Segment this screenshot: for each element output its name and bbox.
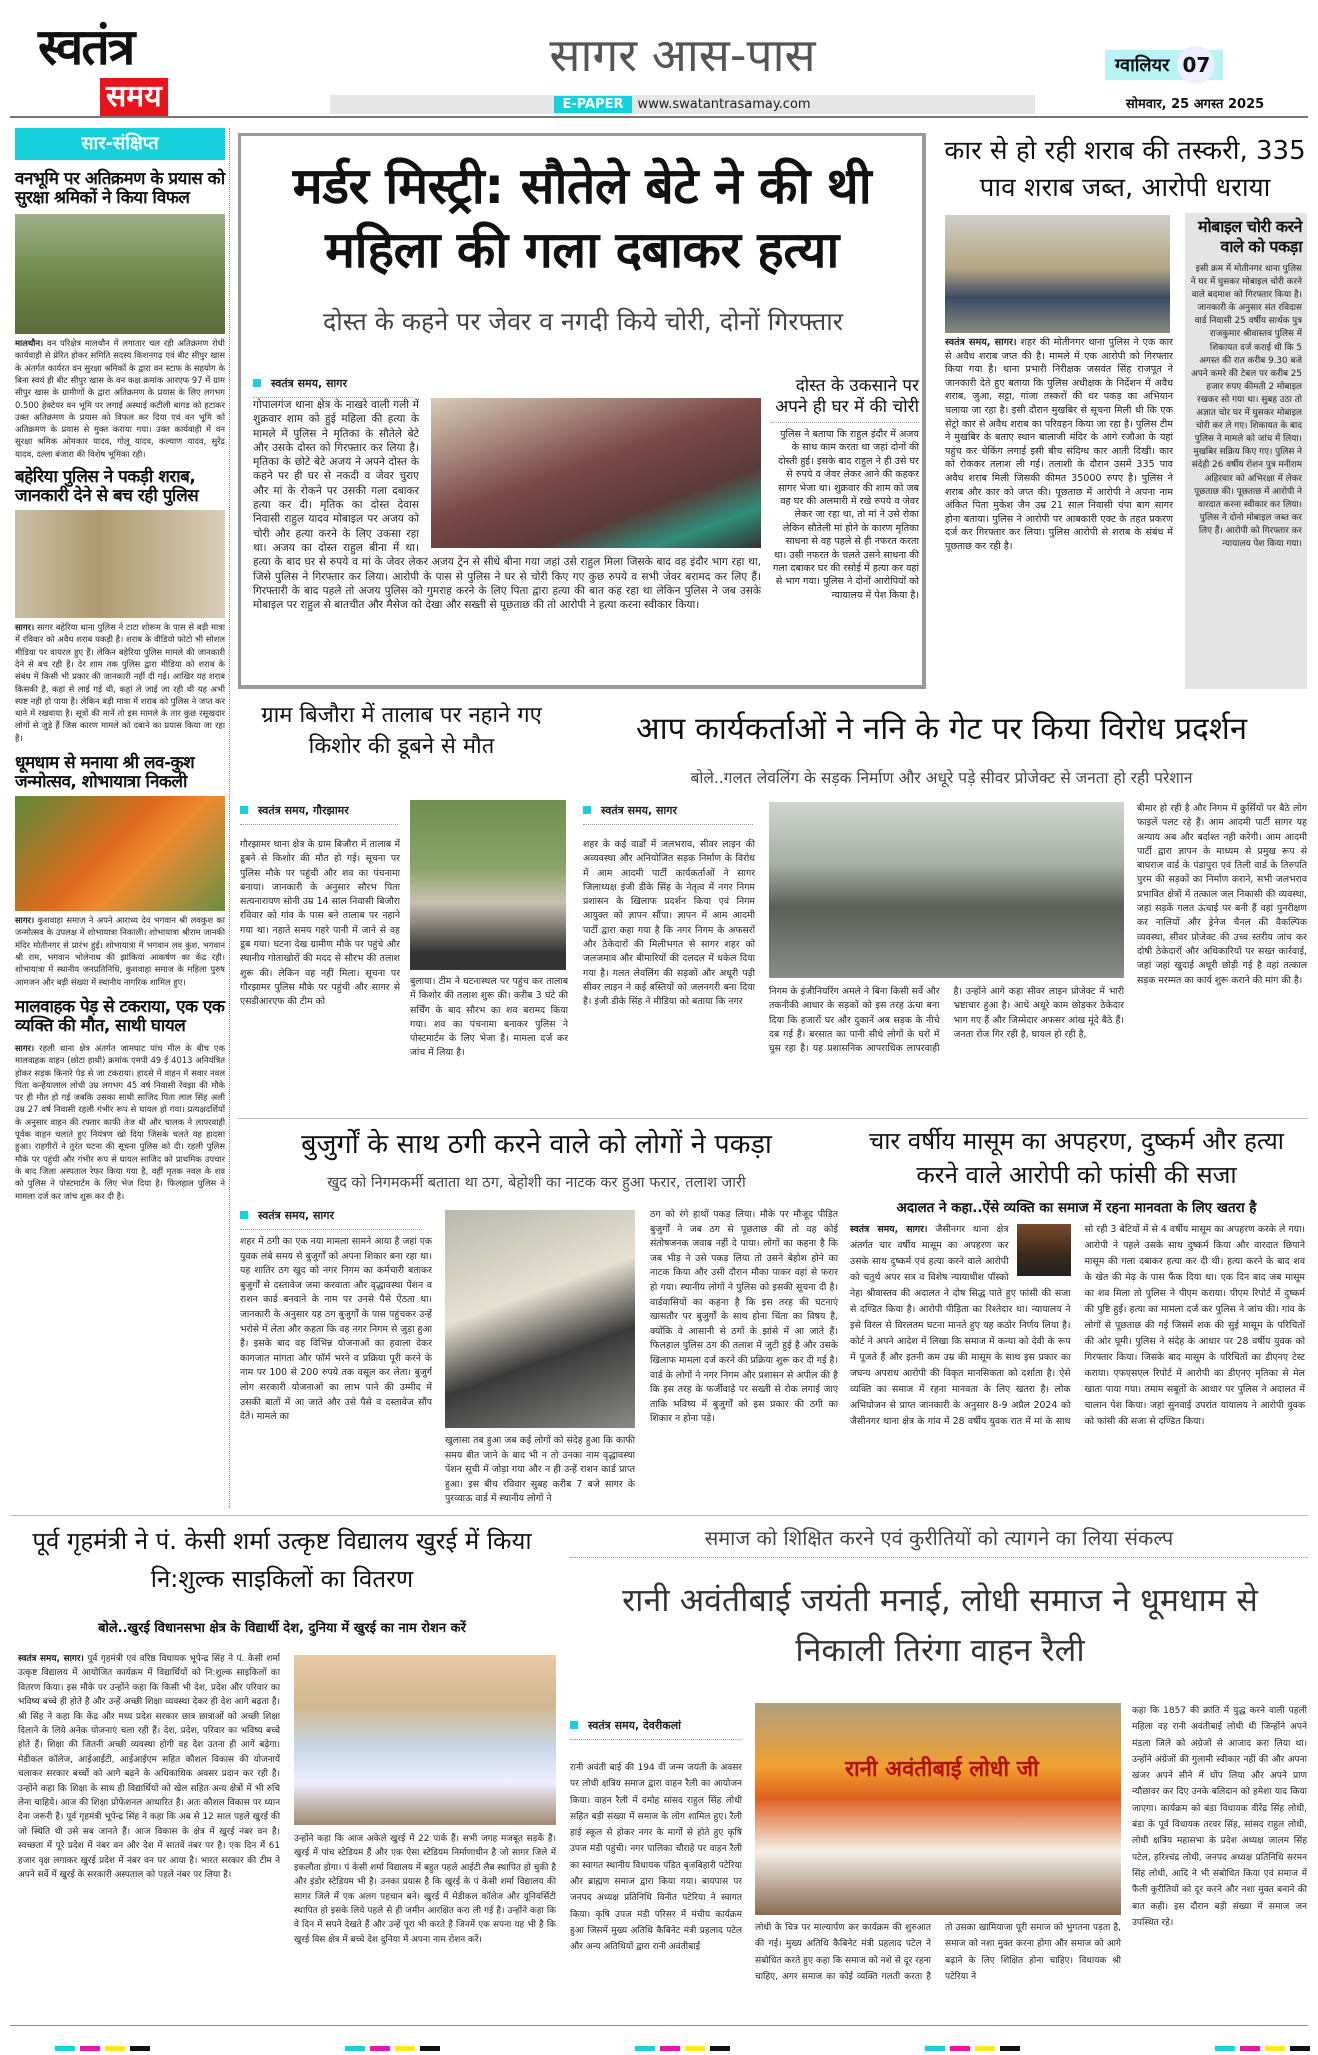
body: शहर की मोतीनगर थाना पुलिस ने एक कार से अवैध शराब जप्त की है। मामले में एक आरोपी को गिरफ्तार किया गया है। थाना प्रभारी निरीक्षक जसवंत सिंह राजपूत ने जानकारी देते हुए बताया कि पुलिस अधीक्षक के निर्देशन में अवैध शराब, जुआ, सट्टा, गांजा तस्करों की धर पकड़ का अभियान चलाया जा रहा है। इसी दौरान मुखबिर से सूचना मिली थी कि एक सेंट्रो कार से अवैध शराब का परिवहन किया जा रहा है। पुलिस टीम ने मुखबिर के बताए स्थान बालाजी मंदिर के आगे रजौआ के यहां पहुंच कर चेकिंग लगाई इसी बीच संदिग्ध कार आती दिखी। कार को रोककर तलाश ली गई। तलाशी के दौरान उसमें 335 पाव अवैध शराब मिली जिसकी कीमत 35000 रुपए है। पुलिस ने शराब और कार को जप्त की। पूछताछ में आरोपी ने अपना नाम अंकित पिता मुकेश जैन उम्र 21 साल निवासी चंपा बाग सागर होना बताया। पुलिस ने आरोपी पर आबकारी एक्ट के तहत प्रकरण दर्ज कर गिरफ्तार कर लिया। पुलिस आरोपी से शराब के संबंध में पूछताछ कर रही है। (945, 337, 1173, 552)
logo-bottom-text: समय (100, 78, 168, 116)
brief-headline-2: बहेरिया पुलिस ने पकड़ी शराब, जानकारी देने से बच रही पुलिस (15, 467, 199, 507)
page-number: 07 (1177, 46, 1215, 84)
edition-badge (1105, 50, 1223, 80)
epaper-label: E-PAPER (554, 96, 631, 113)
rani-headline: रानी अवंतीबाई जयंती मनाई, लोधी समाज ने धूमधाम से निकाली तिरंगा वाहन रैली (622, 1581, 1258, 1669)
lead-side-body: पुलिस ने बताया कि राहुल इंदौर में अजय के साथ काम करता था जहां दोनों की दोस्ती हुई। इसके बाद राहुल ने ही उसे घर से रुपये व जेवर लेकर आने की कहकर सागर भेजा था। शुक्रवार की शाम को जब वह घर की अलमारी में रखे रुपये व जेवर लेकर जा रहा था, तो मां ने उसे रोका लेकिन सौतेली मां होने के कारण मृतिका साधना से वह पहले से ही नफरत करता था। उसी नफरत के चलते उसने साधना की गला दबाकर घर की रसोई में हत्या कर वहां से भाग गया। पुलिस ने दोनों आरोपियों को न्यायालय में पेश किया है। (772, 429, 919, 601)
header-rule (10, 116, 1308, 118)
thug-caught-photo (445, 1210, 635, 1428)
mobile-theft-headline: मोबाइल चोरी करने वाले को पकड़ा (1197, 217, 1302, 256)
rani-kicker: समाज को शिक्षित करने एवं कुरीतियों को त्यागने का लिया संकल्प (570, 1524, 1308, 1558)
brief-news-column (15, 128, 225, 1202)
liquor-headline: कार से हो रही शराब की तस्करी, 335 पाव शराब जब्त, आरोपी धराया (944, 136, 1306, 203)
brief-headline-1: वनभूमि पर अतिक्रमण के प्रयास को सुरक्षा श्रमिकों ने किया विफल (15, 169, 225, 209)
protest-photo (769, 802, 1124, 978)
row-divider (238, 1118, 1308, 1119)
dateline: स्वतंत्र समय, सागर। (850, 1224, 928, 1235)
dateline: सागर। (15, 622, 35, 633)
logo-top-text: स्वतंत्र (38, 18, 134, 76)
thug-body-2: खुलासा तब हुआ जब कई लोगों को संदेह हुआ कि काफी समय बीत जाने के बाद भी न तो उनका नाम वृद्धावस्था पेंशन सूची में जोड़ा गया और न ही उन्हें राशन कार्ड प्राप्त हुआ। इस बीच रविवार सुबह करीब 7 बजे सागर के पुरव्याऊ वार्ड में स्थानीय लोगों ने (445, 1435, 635, 1505)
brief-body-2 (15, 621, 225, 744)
cycle-distribution-photo (294, 1655, 556, 1825)
dateline: स्वतंत्र समय, सागर। (18, 1654, 84, 1664)
lead-story-box (238, 133, 926, 689)
gavel-image (1017, 1224, 1071, 1276)
cycles-body-1 (18, 1652, 280, 2017)
dateline: सागर। (15, 1042, 35, 1053)
thug-subheadline: खुद को निगमकर्मी बताता था ठग, बेहोशी का नाटक कर हुआ फरार, तलाश जारी (327, 1175, 746, 1191)
cycles-headline: पूर्व गृहमंत्री ने पं. केसी शर्मा उत्कृष्ट विद्यालय खुरई में किया नि:शुल्क साइकिलों का वितरण (32, 1527, 532, 1593)
lead-body: गोपालगंज थाना क्षेत्र के नाखरे वाली गली में शुक्रवार शाम को हुई महिला की हत्या के मामले में पुलिस ने मृतिका के सौतेले बेटे और उसके दोस्त को गिरफ्तार कर लिया है। मृतिका के छोटे बेटे अजय ने अपने दोस्त के कहने पर ही घर से नकदी व जेवर चुराए और मां के रोकने पर उसकी गला दबाकर हत्या कर दी। मृतिक का दोस्त देवास निवासी राहुल यादव मोबाइल पर अजय को चोरी और हत्या करने के लिए उकसा रहा था। अजय का दोस्त राहुल बीना में था। हत्या के बाद घर से रुपये व मां के जेवर लेकर अजय ट्रेन से सीधे बीना गया जहां उसे राहुल मिला जिसके बाद वह इंदौर भाग रहा था, जिसे पुलिस ने गिरफ्तार कर लिया। आरोपी के पास से पुलिस ने घर से चोरी किए गए कुछ रुपये व सभी जेवर बरामद कर लिए हैं। गिरफ्तारी के बाद पहले तो अजय पुलिस को गुमराह करने के लिए पिता द्वारा हत्या की बात कह रहा था लेकिन पुलिस ने जब उसके मोबाइल पर राहुल से बातचीत और मैसेज को देखा और सख्ती से पूछताछ की तो आरोपी ने हत्या करना स्वीकार किया। (253, 399, 761, 612)
dateline: सागर। (15, 915, 35, 926)
liquor-body (945, 336, 1173, 686)
brief-section-label: सार-संक्षिप्त (15, 128, 225, 160)
rani-event-photo (755, 1703, 1121, 1915)
body: रहली थाना क्षेत्र अंतर्गत जामघाट पांच मील के बीच एक मालवाहक वाहन (छोटा हाथी) क्रमांक एमपी 49 ई 4013 अनियंत्रित होकर सड़क किनारे पेड़ से जा टकराया। हादसे में वाहन में सवार नवल पिता कन्हैयालाल लोधी उम्र लगभग 45 वर्ष निवासी रेंवझा की मौके पर ही मौत हो गई जबकि उसका साथी साजिद पिता लाल सिंह अली उम्र 27 वर्ष निवासी रहली गंभीर रूप से घायल हो गया। प्रत्यक्षदर्शियों के अनुसार वाहन की रफ्तार काफी तेज थी और चालक ने लापरवाही पूर्वक वाहन चलाते हुए नियंत्रण खो दिया जिसके चलते यह हादसा हुआ। राहगीरों ने तुरंत घटना की सूचना पुलिस को दी। रहली पुलिस मौके पर पहुंची और गंभीर रूप से घायल साजिद को प्राथमिक उपचार के बाद जिला अस्पताल रेफर किया गया है, वहीं मृतक नवल के शव को पुलिस ने पोस्टमार्टम के लिए भेज दिया है। फिलहाल पुलिस ने मामला दर्ज कर जांच शुरू कर दी है। (15, 1042, 225, 1201)
brief-body-1 (15, 337, 225, 460)
edition-name: ग्वालियर (1115, 55, 1170, 76)
row-divider (10, 1515, 1308, 1516)
crime-scene-photo (431, 398, 761, 548)
drowning-body-2: बुलाया। टीम ने घटनास्थल पर पहुंच कर तालाब में किशोर की तलाश शुरू की। करीब 3 घंटे की सर्चिंग के बाद सौरभ का शव बरामद किया गया। शव का पंचनामा बनाकर पुलिस ने पोस्टमार्टम के लिए भेजा है। मामला दर्ज कर जांच में लिया है। (410, 976, 568, 1059)
aap-headline: आप कार्यकर्ताओं ने ननि के गेट पर किया विरोध प्रदर्शन (635, 711, 1248, 747)
cycles-subheadline: बोले..खुरई विधानसभा क्षेत्र के विद्यार्थी देश, दुनिया में खुरई का नाम रोशन करें (98, 1621, 466, 1636)
brief-body-4 (15, 1042, 225, 1202)
rani-byline: स्वतंत्र समय, देवरीकलां (570, 1718, 740, 1740)
thug-headline: बुजुर्गों के साथ ठगी करने वाले को लोगों ने पकड़ा (301, 1129, 772, 1160)
rani-body-3: कहा कि 1857 की क्रांति में युद्ध करने वाली पहली महिला वह रानी अवंतीबाई लोधी थी जिन्होंने अपने मंडला जिले को अंग्रेजों से आजाद करा लिया था। उन्होंने अंग्रेजों की गुलामी स्वीकार नहीं की और अपना खंजर अपने सीने में घोंप लिया और अपने प्राण न्यौछावर कर दिए उनके बलिदान को हमेशा याद किया जाएगा। कार्यक्रम को बंडा विधायक वीरेंद्र सिंह लोधी, बंडा के पूर्व विधायक तरवर सिंह, सांसद राहुल लोधी, लोधी क्षत्रिय महासभा के प्रदेश अध्यक्ष जालम सिंह पटेल, हरिश्चंद्र लोधी, जनपद अध्यक्ष प्रतिनिधि सरमन सिंह लोधी, आदि ने भी संबोधित किया एवं समाज में फैली कुरीतियों को दूर करने और नशा मुक्त बनाने की बात कही। इस दौरान बड़ी संख्या में समाज जन उपस्थित रहे। (1132, 1706, 1307, 1928)
column-divider (229, 128, 230, 1508)
aap-body-2: निगम के इंजीनियरिंग अमले ने बिना किसी सर्वे और तकनीकी आधार के सड़कों को इस तरह ऊंचा बना दिया कि हजारों घर और दुकानें अब सड़क के नीचे दब गई हैं। बरसात का पानी सीधे लोगों के घरों में घुस रहा है। यह प्रशासनिक आपराधिक लापरवाही है। उन्होंने आगे कहा सीवर लाइन प्रोजेक्ट में भारी भ्रष्टाचार हुआ है। आधे अधूरे काम छोड़कर ठेकेदार भाग गए हैं और जिम्मेदार अफसर आंख मूंदे बैठे हैं। जनता रोज गिर रही है, घायल हो रही है, (769, 986, 1124, 1055)
epaper-bar (330, 95, 1035, 114)
thug-body-3: ठग को रंगे हाथों पकड़ लिया। मौके पर मौजूद पीड़ित बुजुर्गों ने जब ठग से पूछताछ की तो वह कोई संतोषजनक जवाब नहीं दे पाया। लोगों का कहना है कि जब भीड़ ने उसे पकड़ लिया तो उसने बेहोश होने का नाटक किया और उसी दौरान मौका पाकर वहां से फरार हो गया। स्थानीय लोगों ने पुलिस को इसकी सूचना दी है। वार्डवासियों का कहना है कि इस तरह की घटनाएं खासतौर पर बुजुर्गों के साथ होना चिंता का विषय है, क्योंकि वे आसानी से ठगों के झांसे में आ जाते हैं। फिलहाल पुलिस ठग की तलाश में जुटी हुई है और उसके खिलाफ मामला दर्ज करने की प्रक्रिया शुरू कर दी गई है। वार्ड के लोगों ने नगर निगम और प्रशासन से अपील की है कि इस तरह के फर्जीवाड़े पर सख्ती से रोक लगाई जाए ताकि भविष्य में बुजुर्गों को इस प्रकार की ठगी का शिकार न होना पड़े। (650, 1209, 838, 1425)
verdict-headline: चार वर्षीय मासूम का अपहरण, दुष्कर्म और हत्या करने वाले आरोपी को फांसी की सजा (868, 1127, 1285, 1189)
thug-byline: स्वतंत्र समय, सागर (240, 1208, 422, 1230)
body: वन परिक्षेत्र मालथौन में लगातार चल रही अतिक्रमण रोधी कार्यवाही से प्रेरित होकर समिति सदस्य किशनगढ़ एवं बीट सीपुर खास के अंतर्गत कार्यरत वन सुरक्षा श्रमिकों के द्वारा वन स्टाफ के सहयोग के बिना स्वयं ही बीट सीपुर खास के वन कक्ष क्रमांक आरएफ 97 में ग्राम सीपुर खास के ग्रामीणों के द्वारा अतिक्रमण के प्रयास के लिए लगभग 0.500 हेक्टेयर वन भूमि पर लगाई अस्थाई कटीली बागड को हटाकर उक्त अतिक्रमण के प्रयास को विफल कर दिया एवं वन भूमि को अतिक्रमण के प्रयास से मुक्त कराया गया। उक्त कार्यवाही में वन सुरक्षा श्रमिक ओमकार यादव, गोलू यादव, कल्याण यादव, सुरेंद्र यादव, दल्ला बंजारा की विशेष भूमिका रही। (15, 338, 225, 459)
aap-body-1: शहर के कई वार्डों में जलभराव, सीवर लाइन की अव्यवस्था और अनियोजित सड़क निर्माण के विरोध में आम आदमी पार्टी कार्यकर्ताओं ने सागर जिलाध्यक्ष इंजी डीके सिंह के नेतृत्व में नगर निगम प्रशासन के खिलाफ प्रदर्शन किया एवं निगम आयुक्त को ज्ञापन सौंपा। ज्ञापन में आम आदमी पार्टी द्वारा कहा गया है कि नगर निगम के अफसरों और ठेकेदारों की मिलीभगत से सागर शहर को जलजमाव और बीमारियों की दलदल में धकेल दिया गया है। गलत लेवलिंग की सड़कों और अधूरी पड़ी सीवर लाइन ने कई बस्तियों को जलनगरी बना दिया है। इंजी डीके सिंह ने मीडिया को बताया कि नगर (583, 839, 755, 1008)
body: जैसीनगर थाना क्षेत्र अंतर्गत चार वर्षीय मासूम का अपहरण कर उसके साथ दुष्कर्म एवं हत्या करने वाले आरोपी को चतुर्थ अपर सत्र व विशेष न्यायाधीश पॉस्को नेहा श्रीवास्तव की अदालत ने दोष सिद्ध पाते हुए फांसी की सजा से दण्डित किया है। आरोपी पीड़िता का रिश्तेदार था। न्यायालय ने इसे विरल से विरलतम घटना मानते हुए यह कठोर निर्णय लिया है। कोर्ट ने अपने आदेश में लिखा कि समाज में कन्या को देवी के रूप में पूजते हैं और इतनी कम उम्र की मासूम के साथ इस प्रकार का जघन्य अपराध आरोपी की विकृत मानसिकता को दर्शाता है। ऐसे व्यक्ति का समाज में रहना मानवता के लिए खतरा है। लोक अभियोजन से प्राप्त जानकारी के अनुसार 8-9 अप्रैल 2024 को जैसीनगर थाना क्षेत्र के गांव में 28 वर्षीय युवक रात में मां के साथ सो रही 3 बेटियों में से 4 वर्षीय मासूम का अपहरण करके ले गया। आरोपी ने पहले उसके साथ दुष्कर्म किया और वारदात छिपाने मासूम की गला दबाकर हत्या कर दी थी। हत्या करने के बाद शव के खेत की मेढ़ के पास फैंक दिया था। एक दिन बाद जब मासूम का शव मिला तो पुलिस ने पीएम कराया। पीएम रिपोर्ट में दुष्कर्म की पुष्टि हुई। हत्या का मामला दर्ज कर पुलिस ने जांच की। गांव के लोगों से पूछताछ की गई जिसमें शक की सुई मासूम के परिचितों की ओर घूमी। पुलिस ने संदेह के आधार पर 28 वर्षीय युवक को गिरफ्तार किया। जिसके बाद मासूम के परिचितों का डीएनए टेस्ट कराया। एफएसएल रिपोर्ट में आरोपी का डीएनए मृतिका से मेल खाता पाया गया। तमाम सबूतों के आधार पर पुलिस ने अदालत में चालान पेश किया। जहां सुनवाई उपरांत यायालय ने आरोपी युवक को फांसी की सजा से दण्डित किया। (850, 1224, 1305, 1427)
forest-workers-photo (15, 214, 225, 334)
color-registration-marks (55, 2036, 1315, 2055)
police-team-photo (945, 215, 1170, 333)
footer-rule (10, 2025, 1308, 2026)
drowning-headline: ग्राम बिजौरा में तालाब पर नहाने गए किशोर की डूबने से मौत (261, 703, 542, 759)
cycles-body-2: उन्होंने कहा कि आज अकेले खुरई में 22 पार्क हैं। सभी जगह मजबूत सड़कें हैं। खुरई में पांच स्टेडियम हैं और एक ऐसा स्टेडियम निर्माणाधीन है जो सागर जिले में इकलौता होगा। पं केसी शर्मा विद्यालय में बहुत पहले आईटी लैब स्थापित हो चुकी है और इंडोर स्टेडियम भी है। उनका प्रयास है कि खुरई के पं केसी शर्मा विद्यालय की सागर जिले में एक अलग पहचान बने। खुरई में मेडीकल कॉलेज और यूनिवर्सिटी स्थापित हो इसके लिये पहले से ही जमीन आरक्षित करा ली गई है। उन्होंने कहा कि वे दिन में सपने देखते हैं और उन्हें पूरा भी करते है जिनमें एक सपना यह भी है कि खुरई विस क्षेत्र में बच्चे देश दुनिया में अपना नाम रोशन करें। (294, 1834, 556, 1945)
dateline: स्वतंत्र समय, सागर। (945, 337, 1017, 348)
dateline: मालथौन। (15, 338, 44, 349)
mobile-theft-sidebar (1185, 213, 1307, 689)
brief-body-3 (15, 914, 225, 988)
mobile-theft-body: इसी क्रम में मोतीनगर थाना पुलिस ने घर में घुसकर मोबाइल चोरी करने वाले बदमाश को गिरफ्तार किया है। जानकारी के अनुसार संत रविदास वार्ड निवासी 25 वर्षीय सार्थक पुत्र राजकुमार श्रीवास्तव पुलिस में शिकायत दर्ज कराई थी कि 5 अगस्त की रात करीब 9.30 बजे अपने कमरे की टेबल पर करीब 25 हजार रुपए कीमती 2 मोबाइल रखकर सो गया था। सुबह उठा तो अज्ञात चोर घर में घुसकर मोबाइल चोरी कर ले गए। शिकायत के बाद पुलिस ने मामले को जांच में लिया। मुखबिर सक्रिय किए गए। पुलिस ने संदेही 26 वर्षीय रोशन पुत्र मनीराम अहिरवार को अभिरक्षा में लेकर पूछताछ की। पूछताछ में आरोपी ने वारदात करना स्वीकार कर लिया। पुलिस ने दोनो मोबाइल जब्त कर लिए हैं। आरोपी को गिरफ्तार कर न्यायालय पेश किया गया। (1190, 264, 1302, 549)
lead-subheadline: दोस्त के कहने पर जेवर व नगदी किये चोरी, दोनों गिरफ्तार (323, 307, 843, 336)
body: पूर्व गृहमंत्री एवं वरिष्ठ विधायक भूपेन्द्र सिंह ने पं. केसी शर्मा उत्कृष्ट विद्यालय में आयोजित कार्यक्रम में विद्यार्थियों को नि:शुल्क साइकिलों का वितरण किया। इस मौके पर उन्होंने कहा कि किसी भी देश, प्रदेश और परिवार का भविष्य बच्चे ही होते है और उन्हें अच्छी शिक्षा व्यवस्था देकर ही देश आगे बढ़ता है। श्री सिंह ने कहा कि केंद्र और मध्य प्रदेश सरकार छात्र छात्राओं को अच्छी शिक्षा दिलाने के लिये अनेक योजनाएं चला रही हैं। देश, प्रदेश, परिवार का भविष्य बच्चे होते हैं। शिक्षा की जितनी अच्छी व्यवस्था होगी वह देश उतना ही आगें बढ़ेगा। मेडीकल कॉलेज, आईआईटी, आईआईएम सहित कौशल विकास की योजनायें चलाकर सरकार बच्चों को आगे बढ़ने के अधिकाधिक अवसर प्रदान कर रही है। उन्होंने कहा कि शिक्षा के साथ ही विद्यार्थियों को खेल सहित अन्य क्षेत्रों में भी रुचि लेना चाहिये। आज की शिक्षा प्रोफेशनल आधारित है। अतः कौशल विकास पर ध्यान देना जरूरी है। पूर्व गृहमंत्री भूपेन्द्र सिंह ने कहा कि अब से 12 साल पहले खुरई की जो स्थिति थी उसे सब जानते हैं। आज विकास के क्षेत्र में खुरई नंबर वन है। स्वच्छता में पूरे प्रदेश में नंबर वन और देश में सातवें नंबर पर है। एक दिन में 61 हजार वृक्ष लगाकर खुरई प्रदेश में नंबर वन पर आया है। भारत सरकार की टीम ने अपने सर्वे में खुरई के सरकारी अस्पताल को पहले नंबर पर लिया है। (18, 1654, 280, 1881)
aap-body-3: बीमार हो रही है और निगम में कुर्सियों पर बैठे लोग फाइलें पलट रहे हैं। आम आदमी पार्टी सागर यह अन्याय अब और बर्दाश्त नही करेगी। आम आदमी पार्टी द्वारा ज्ञापन के माध्यम से प्रमुख रूप से बाघराज वार्ड के पंडापुरा एवं तिली वार्ड के तिरुपति पुरम की सड़कों का निर्माण कराने, सभी जलभराव प्रभावित क्षेत्रों में तत्काल जल निकासी की व्यवस्था, जहां सड़कें गलत ऊंचाई पर बनी हैं वहां पुनरीक्षण कर नालियों और ड्रेनेज चैनल की वैकल्पिक व्यवस्था, सीवर प्रोजेक्ट की उच्च स्तरीय जांच कर दोषी ठेकेदारों और अधिकारियों पर सख्त कार्रवाई, जहां जहां खुदाई अधूरी छोड़ी गई है वहां तत्काल सड़क मरम्मत का कार्य शुरू कराने की मांग की है। (1137, 803, 1307, 986)
masthead-logo (38, 18, 178, 118)
aap-subheadline: बोले..गलत लेवलिंग के सड़क निर्माण और अधूरे पड़े सीवर प्रोजेक्ट से जनता हो रही परेशान (690, 769, 1193, 787)
lead-headline: मर्डर मिस्ट्री: सौतेले बेटे ने की थी महिला की गला दबाकर हत्या (292, 157, 872, 279)
liquor-seizure-photo (15, 510, 225, 618)
banner-text: रानी अवंतीबाई लोधी जी (845, 1757, 1039, 1782)
rani-body-2: लोधी के चित्र पर माल्यार्पण कर कार्यक्रम की शुरुआत की गई। मुख्य अतिथि कैबिनेट मंत्री प्रहलाद पटेल ने संबोधित करते हुए कहा कि समाज को नशे से दूर रहना चाहिए, अगर समाज का कोई व्यक्ति गलती करता है तो उसका खामियाजा पूरी समाज को भुगतना पड़ता है, समाज को नशा मुक्त करना होगा और समाज को आगे बढ़ाने के लिए शिक्षित होना चाहिए। विधायक श्री पटेरिया ने (755, 1923, 1121, 1982)
body: कुशवाहा समाज ने अपने आराध्य देव भगवान श्री लवकुश का जन्मोत्सव के उपलक्ष में शोभायात्रा निकाली। शोभायात्रा श्रीराम जानकी मंदिर मोतीनगर से प्रारंभ हुई। शोभायात्रा में भगवान लव कुश, भगवान श्री राम, भगवान भोलेनाथ की झांकियां आकर्षण का केंद्र रही। शोभायात्रा में स्थानीय जनप्रतिनिधि, कुशवाहा समाज के महिला पुरुष आमजन और बड़ी संख्या में स्थानीय नागरिक शामिल हुए। (15, 915, 225, 987)
lead-byline: स्वतंत्र समय, सागर (253, 376, 413, 398)
drowning-byline: स्वतंत्र समय, गौरझामर (240, 803, 398, 825)
drowning-body-1: गौरझामर थाना क्षेत्र के ग्राम बिजौरा में तालाब में डूबने से किशोर की मौत हो गई। सूचना पर पुलिस मौके पर पहुंची और शव का पंचनामा बनाया। जानकारी के अनुसार सौरभ पिता सत्यनारायण सोनी उम्र 14 साल निवासी बिजौरा रविवार को गांव के पास बने तालाब पर नहाने गया था। नहाते समय गहरे पानी में जाने से वह डूब गया। घटना देख ग्रामीण मौके पर पहुंचे और स्थानीय गोताखोरों की मदद से सौरभ की तलाश शुरू की। लेकिन वह नहीं मिला। सूचना पर गौरझामर पुलिस मौके पर पहुंची और सागर से एसडीआरएफ की टीम को (240, 839, 400, 1008)
verdict-body (850, 1222, 1305, 1512)
brief-headline-3: धूमधाम से मनाया श्री लव-कुश जन्मोत्सव, शोभायात्रा निकली (15, 753, 195, 793)
lead-body-area (253, 398, 761, 683)
pond-rescue-photo (410, 800, 566, 970)
issue-date: सोमवार, 25 अगस्त 2025 (1125, 97, 1265, 112)
rani-body-1: रानी अवंती बाई की 194 वीं जन्म जयंती के अवसर पर लोधी क्षत्रिय समाज द्वारा वाहन रैली का आयोजन किया। वाहन रैली में दमोह सांसद राहुल सिंह लोधी सहित बड़ी संख्या में समाज के लोग शामिल हुए। रैली हाई स्कूल से होकर नगर के मार्गो से होते हुए कृषि उपज मंडी पहुंची। नगर पालिका चौराहे पर वाहन रैली का स्वागत स्थानीय विधायक पंडित बृजबिहारी पटेरिया और ब्राह्मण समाज द्वारा किया गया। बायपास पर जनपद अध्यक्ष प्रतिनिधि विनीत पटेरिया ने स्वागत किया। कृषि उपज मंडी परिसर में मंचीय कार्यक्रम हुआ जिसमें मुख्य अतिथि कैबिनेट मंत्री प्रहलाद पटेल और अन्य अतिथियों द्वारा रानी अवंतीबाई (570, 1763, 742, 1953)
aap-byline: स्वतंत्र समय, सागर (583, 803, 753, 825)
verdict-subheadline: अदालत ने कहा..ऐंसे व्यक्ति का समाज में रहना मानवता के लिए खतरा है (896, 1200, 1257, 1216)
lead-side-headline: दोस्त के उकसाने पर अपने ही घर में की चोरी (771, 376, 919, 423)
thug-body-1: शहर में ठगी का एक नया मामला सामने आया है जहां एक युवक लंबे समय से बुजुर्गों को अपना शिकार बना रहा था। यह शातिर ठग खुद को नगर निगम का कर्मचारी बताकर बुजुर्गों से दस्तावेज जमा करवाता और वृद्धावस्था पेंशन व राशन कार्ड बनवाने के नाम पर उनसे पैसे ऐंठता था। जानकारी के अनुसार यह ठग बुजुर्गों के पास पहुंचकर उन्हें भरोसे में लेता और कहता कि वह नगर निगम से जुड़ा हुआ है। इसके बाद वह विभिन्न योजनाओं का हवाला देकर कागजात मांगता और फॉर्म भरने व प्रक्रिया पूरी करने के नाम पर 100 से 200 रुपये तक वसूल कर लेता। बुजुर्ग लोग सरकारी योजनाओं का लाभ पाने की उम्मीद में उसकी बातों में आ जाते और उसे पैसे व दस्तावेज सौंप देते। मामले का (240, 1236, 432, 1423)
procession-photo (15, 796, 225, 911)
body: सागर बहेरिया थाना पुलिस ने टाटा शोरूम के पास से बड़ी मात्रा में रविवार को अवैध शराब पकड़ी है। शराब के वीडियो फोटो भी सोशल मीडिया पर वायरल हुए हैं। लेकिन बहेरिया पुलिस मामले की जानकारी देने से बच रही है। देर शाम तक पुलिस द्वारा मीडिया को शराब के संबंध में किसी भी प्रकार की जानकारी नहीं दी गई। आखिर यह शराब किसकी है, कहां से लाई गई थी, कहां ले जाई जा रही थी यह अभी स्पष्ट नही हो पाया है। लेकिन बड़ी मात्रा में शराब को पुलिस ने जप्त कर थाने में रखवाया है। सूत्रों की मानें तो इस मामले के तार कुछ रसूखदार लोगों से जुड़े हैं जिस कारण मामले को दबाने का प्रयास किया जा रहा है। (15, 622, 225, 743)
brief-headline-4: मालवाहक पेड़ से टकराया, एक एक व्यक्ति की मौत, साथी घायल (15, 996, 225, 1036)
section-title: सागर आस-पास (549, 28, 816, 82)
website-link[interactable]: www.swatantrasamay.com (637, 97, 811, 112)
